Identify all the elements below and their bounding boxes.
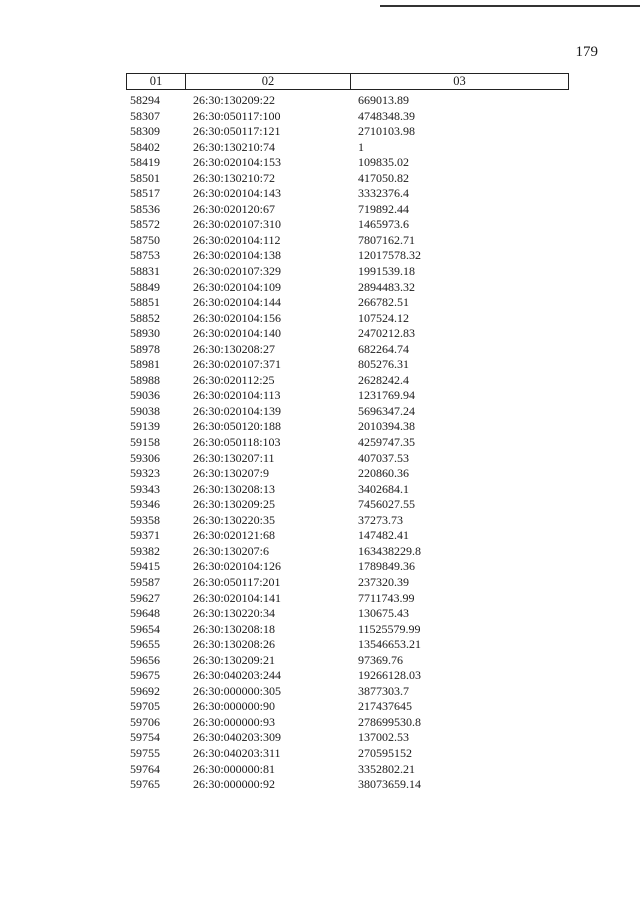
value-cell: 217437645 bbox=[358, 699, 412, 714]
value-cell: 278699530.8 bbox=[358, 714, 421, 729]
value-cell: 4259747.35 bbox=[358, 435, 415, 450]
row-id-cell: 59358 bbox=[130, 512, 160, 527]
cadastral-number-cell: 26:30:130220:35 bbox=[193, 512, 276, 527]
row-id-cell: 59036 bbox=[130, 388, 160, 403]
table-row bbox=[126, 311, 569, 327]
row-id-cell: 58294 bbox=[130, 93, 160, 107]
table-row bbox=[126, 202, 569, 218]
value-cell: 669013.89 bbox=[358, 93, 409, 107]
value-cell: 2894483.32 bbox=[358, 279, 415, 294]
row-id-cell: 58851 bbox=[130, 295, 160, 310]
table-row bbox=[126, 140, 569, 156]
row-id-cell: 58402 bbox=[130, 139, 160, 154]
value-cell: 109835.02 bbox=[358, 155, 409, 170]
row-id-cell: 59648 bbox=[130, 606, 160, 621]
table-row bbox=[126, 155, 569, 171]
table-body bbox=[126, 93, 569, 793]
row-id-cell: 59158 bbox=[130, 435, 160, 450]
value-cell: 19266128.03 bbox=[358, 668, 421, 683]
cadastral-number-cell: 26:30:020104:126 bbox=[193, 559, 282, 574]
table-row bbox=[126, 109, 569, 125]
page-number: 179 bbox=[575, 44, 598, 60]
value-cell: 13546653.21 bbox=[358, 637, 421, 652]
value-cell: 266782.51 bbox=[358, 295, 409, 310]
row-id-cell: 59755 bbox=[130, 745, 160, 760]
value-cell: 2628242.4 bbox=[358, 372, 409, 387]
value-cell: 407037.53 bbox=[358, 450, 409, 465]
table-row bbox=[126, 388, 569, 404]
cadastral-number-cell: 26:30:050117:121 bbox=[193, 124, 281, 139]
value-cell: 1231769.94 bbox=[358, 388, 415, 403]
table-row bbox=[126, 528, 569, 544]
row-id-cell: 58753 bbox=[130, 248, 160, 263]
row-id-cell: 58750 bbox=[130, 232, 160, 247]
data-table bbox=[126, 73, 569, 793]
row-id-cell: 59754 bbox=[130, 730, 160, 745]
cadastral-number-cell: 26:30:020120:67 bbox=[193, 201, 276, 216]
cadastral-number-cell: 26:30:000000:92 bbox=[193, 777, 276, 792]
row-id-cell: 59764 bbox=[130, 761, 160, 776]
cadastral-number-cell: 26:30:130210:72 bbox=[193, 170, 276, 185]
cadastral-number-cell: 26:30:020104:109 bbox=[193, 279, 282, 294]
cadastral-number-cell: 26:30:020104:156 bbox=[193, 310, 282, 325]
row-id-cell: 59415 bbox=[130, 559, 160, 574]
table-row bbox=[126, 342, 569, 358]
header-col-01: 01 bbox=[127, 74, 186, 89]
value-cell: 12017578.32 bbox=[358, 248, 421, 263]
cadastral-number-cell: 26:30:050118:103 bbox=[193, 435, 281, 450]
cadastral-number-cell: 26:30:040203:244 bbox=[193, 668, 282, 683]
header-col-02: 02 bbox=[186, 74, 351, 89]
table-row bbox=[126, 482, 569, 498]
cadastral-number-cell: 26:30:000000:93 bbox=[193, 714, 276, 729]
cadastral-number-cell: 26:30:020104:139 bbox=[193, 403, 282, 418]
table-row bbox=[126, 699, 569, 715]
header-col-03: 03 bbox=[453, 74, 466, 88]
table-row bbox=[126, 233, 569, 249]
table-row bbox=[126, 295, 569, 311]
row-id-cell: 59656 bbox=[130, 652, 160, 667]
row-id-cell: 58831 bbox=[130, 264, 160, 279]
value-cell: 3402684.1 bbox=[358, 481, 409, 496]
row-id-cell: 59382 bbox=[130, 543, 160, 558]
cadastral-number-cell: 26:30:130208:13 bbox=[193, 481, 276, 496]
value-cell: 1789849.36 bbox=[358, 559, 415, 574]
table-row bbox=[126, 264, 569, 280]
row-id-cell: 59038 bbox=[130, 403, 160, 418]
value-cell: 7711743.99 bbox=[358, 590, 415, 605]
row-id-cell: 59654 bbox=[130, 621, 160, 636]
value-cell: 237320.39 bbox=[358, 574, 409, 589]
table-row bbox=[126, 451, 569, 467]
cadastral-number-cell: 26:30:050117:100 bbox=[193, 108, 281, 123]
table-row bbox=[126, 326, 569, 342]
row-id-cell: 59587 bbox=[130, 574, 160, 589]
value-cell: 2710103.98 bbox=[358, 124, 415, 139]
cadastral-number-cell: 26:30:050120:188 bbox=[193, 419, 282, 434]
row-id-cell: 58309 bbox=[130, 124, 160, 139]
value-cell: 3332376.4 bbox=[358, 186, 409, 201]
cadastral-number-cell: 26:30:020104:138 bbox=[193, 248, 282, 263]
cadastral-number-cell: 26:30:130209:21 bbox=[193, 652, 276, 667]
table-row bbox=[126, 357, 569, 373]
table-row bbox=[126, 684, 569, 700]
row-id-cell: 58981 bbox=[130, 357, 160, 372]
value-cell: 3352802.21 bbox=[358, 761, 415, 776]
value-cell: 38073659.14 bbox=[358, 777, 421, 792]
table-row bbox=[126, 730, 569, 746]
row-id-cell: 59655 bbox=[130, 637, 160, 652]
table-row bbox=[126, 606, 569, 622]
value-cell: 11525579.99 bbox=[358, 621, 421, 636]
row-id-cell: 59705 bbox=[130, 699, 160, 714]
table-row bbox=[126, 217, 569, 233]
table-row bbox=[126, 419, 569, 435]
table-row bbox=[126, 513, 569, 529]
cadastral-number-cell: 26:30:130209:22 bbox=[193, 93, 276, 107]
table-row bbox=[126, 404, 569, 420]
table-row bbox=[126, 762, 569, 778]
row-id-cell: 59139 bbox=[130, 419, 160, 434]
cadastral-number-cell: 26:30:020104:141 bbox=[193, 590, 282, 605]
cadastral-number-cell: 26:30:000000:81 bbox=[193, 761, 276, 776]
row-id-cell: 59306 bbox=[130, 450, 160, 465]
row-id-cell: 58852 bbox=[130, 310, 160, 325]
value-cell: 7807162.71 bbox=[358, 232, 415, 247]
cadastral-number-cell: 26:30:020104:113 bbox=[193, 388, 281, 403]
row-id-cell: 58536 bbox=[130, 201, 160, 216]
cadastral-number-cell: 26:30:130208:18 bbox=[193, 621, 276, 636]
value-cell: 1465973.6 bbox=[358, 217, 409, 232]
top-rule bbox=[380, 5, 640, 7]
table-row bbox=[126, 248, 569, 264]
row-id-cell: 59692 bbox=[130, 683, 160, 698]
row-id-cell: 59323 bbox=[130, 466, 160, 481]
table-row bbox=[126, 559, 569, 575]
cadastral-number-cell: 26:30:020104:153 bbox=[193, 155, 282, 170]
table-row bbox=[126, 668, 569, 684]
value-cell: 97369.76 bbox=[358, 652, 403, 667]
cadastral-number-cell: 26:30:020104:143 bbox=[193, 186, 282, 201]
row-id-cell: 58517 bbox=[130, 186, 160, 201]
row-id-cell: 59371 bbox=[130, 528, 160, 543]
row-id-cell: 58988 bbox=[130, 372, 160, 387]
table-row bbox=[126, 591, 569, 607]
cadastral-number-cell: 26:30:050117:201 bbox=[193, 574, 281, 589]
value-cell: 130675.43 bbox=[358, 606, 409, 621]
cadastral-number-cell: 26:30:000000:305 bbox=[193, 683, 282, 698]
cadastral-number-cell: 26:30:130220:34 bbox=[193, 606, 276, 621]
cadastral-number-cell: 26:30:130207:6 bbox=[193, 543, 270, 558]
table-row bbox=[126, 777, 569, 793]
value-cell: 5696347.24 bbox=[358, 403, 415, 418]
table-row bbox=[126, 575, 569, 591]
value-cell: 2470212.83 bbox=[358, 326, 415, 341]
row-id-cell: 59627 bbox=[130, 590, 160, 605]
cadastral-number-cell: 26:30:130207:9 bbox=[193, 466, 270, 481]
table-row bbox=[126, 280, 569, 296]
row-id-cell: 58572 bbox=[130, 217, 160, 232]
cadastral-number-cell: 26:30:020121:68 bbox=[193, 528, 276, 543]
row-id-cell: 59343 bbox=[130, 481, 160, 496]
cadastral-number-cell: 26:30:040203:311 bbox=[193, 745, 281, 760]
cadastral-number-cell: 26:30:040203:309 bbox=[193, 730, 282, 745]
row-id-cell: 58978 bbox=[130, 341, 160, 356]
value-cell: 147482.41 bbox=[358, 528, 409, 543]
row-id-cell: 58501 bbox=[130, 170, 160, 185]
row-id-cell: 58930 bbox=[130, 326, 160, 341]
row-id-cell: 58307 bbox=[130, 108, 160, 123]
table-row bbox=[126, 171, 569, 187]
value-cell: 1 bbox=[358, 139, 364, 154]
table-row bbox=[126, 466, 569, 482]
cadastral-number-cell: 26:30:020104:140 bbox=[193, 326, 282, 341]
value-cell: 137002.53 bbox=[358, 730, 409, 745]
value-cell: 270595152 bbox=[358, 745, 412, 760]
cadastral-number-cell: 26:30:020107:310 bbox=[193, 217, 282, 232]
cadastral-number-cell: 26:30:000000:90 bbox=[193, 699, 276, 714]
value-cell: 2010394.38 bbox=[358, 419, 415, 434]
row-id-cell: 59675 bbox=[130, 668, 160, 683]
table-row bbox=[126, 373, 569, 389]
cadastral-number-cell: 26:30:020112:25 bbox=[193, 372, 275, 387]
table-row bbox=[126, 622, 569, 638]
value-cell: 682264.74 bbox=[358, 341, 409, 356]
value-cell: 7456027.55 bbox=[358, 497, 415, 512]
cadastral-number-cell: 26:30:130210:74 bbox=[193, 139, 276, 154]
value-cell: 107524.12 bbox=[358, 310, 409, 325]
table-row bbox=[126, 186, 569, 202]
value-cell: 719892.44 bbox=[358, 201, 409, 216]
value-cell: 805276.31 bbox=[358, 357, 409, 372]
value-cell: 417050.82 bbox=[358, 170, 409, 185]
row-id-cell: 58849 bbox=[130, 279, 160, 294]
row-id-cell: 59765 bbox=[130, 777, 160, 792]
cadastral-number-cell: 26:30:020107:371 bbox=[193, 357, 282, 372]
cadastral-number-cell: 26:30:020107:329 bbox=[193, 264, 282, 279]
value-cell: 37273.73 bbox=[358, 512, 403, 527]
value-cell: 3877303.7 bbox=[358, 683, 409, 698]
table-row bbox=[126, 497, 569, 513]
table-row bbox=[126, 746, 569, 762]
cadastral-number-cell: 26:30:130208:27 bbox=[193, 341, 276, 356]
value-cell: 163438229.8 bbox=[358, 543, 421, 558]
value-cell: 4748348.39 bbox=[358, 108, 415, 123]
table-row bbox=[126, 93, 569, 109]
cadastral-number-cell: 26:30:130209:25 bbox=[193, 497, 276, 512]
cadastral-number-cell: 26:30:130207:11 bbox=[193, 450, 275, 465]
table-row bbox=[126, 653, 569, 669]
table-row bbox=[126, 124, 569, 140]
row-id-cell: 58419 bbox=[130, 155, 160, 170]
cadastral-number-cell: 26:30:020104:112 bbox=[193, 232, 281, 247]
cadastral-number-cell: 26:30:130208:26 bbox=[193, 637, 276, 652]
table-header bbox=[126, 73, 569, 90]
table-row bbox=[126, 715, 569, 731]
value-cell: 220860.36 bbox=[358, 466, 409, 481]
row-id-cell: 59706 bbox=[130, 714, 160, 729]
row-id-cell: 59346 bbox=[130, 497, 160, 512]
table-row bbox=[126, 637, 569, 653]
table-row bbox=[126, 435, 569, 451]
value-cell: 1991539.18 bbox=[358, 264, 415, 279]
cadastral-number-cell: 26:30:020104:144 bbox=[193, 295, 282, 310]
table-row bbox=[126, 544, 569, 560]
